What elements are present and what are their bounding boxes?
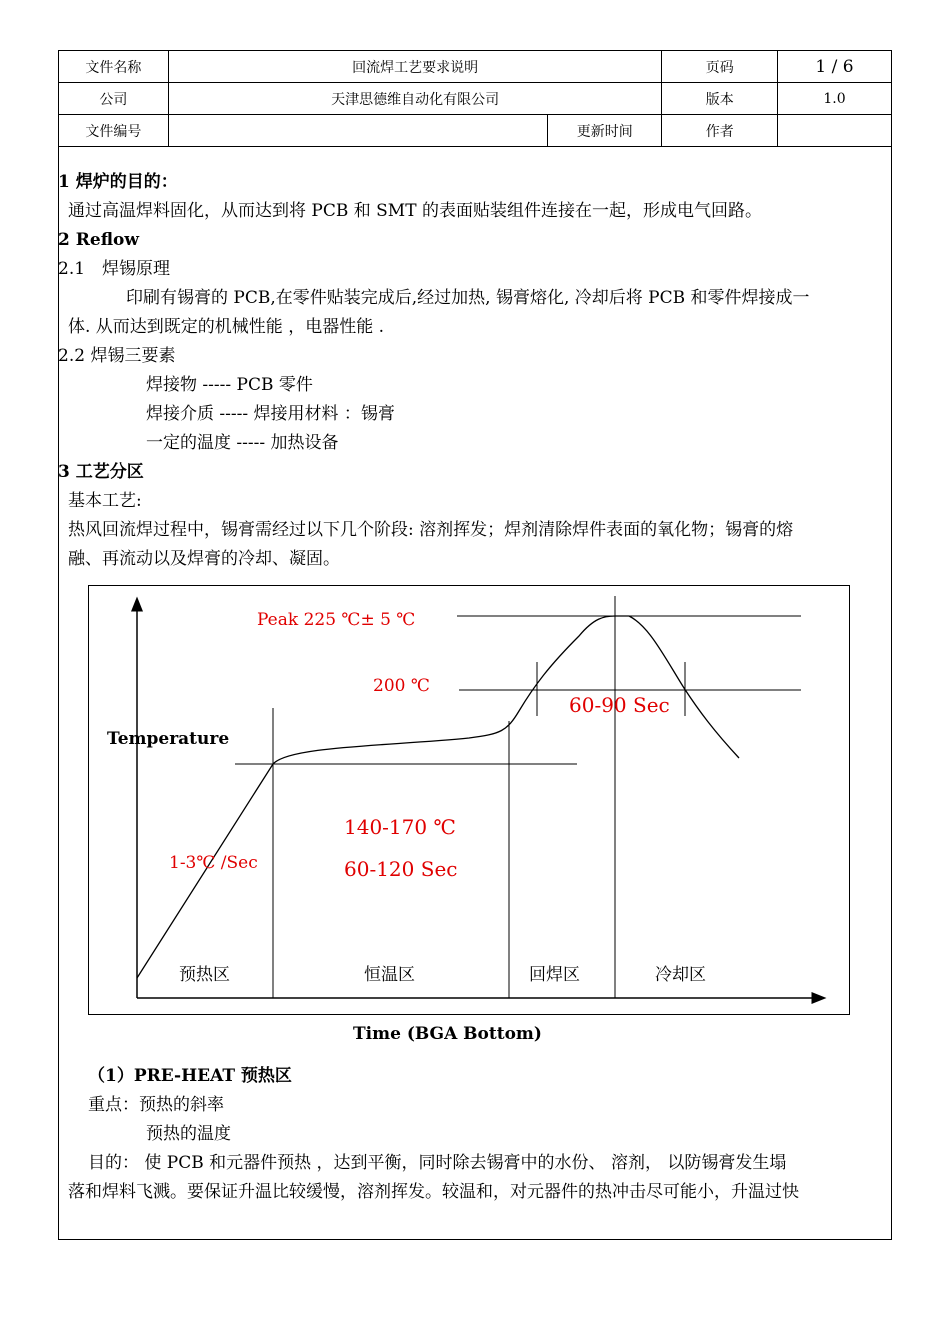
section-3-basic: 基本工艺: <box>68 491 142 511</box>
section-1-title: 1 焊炉的目的： <box>58 172 178 192</box>
peak-label: Peak 225 ℃± 5 ℃ <box>257 610 416 630</box>
zone-label-cooling: 冷却区 <box>655 965 706 985</box>
reflow-temp-label: 200 ℃ <box>373 676 430 696</box>
reflow-time-label: 60-90 Sec <box>569 693 670 717</box>
preheat-focus-2: 预热的温度 <box>146 1124 231 1144</box>
preheat-title: （1）PRE-HEAT 预热区 <box>88 1066 292 1086</box>
x-axis-label: Time (BGA Bottom) <box>353 1024 542 1044</box>
document-body <box>58 168 892 574</box>
section-2-2-item-b: 焊接介质 ----- 焊接用材料 ：锡膏 <box>146 404 395 424</box>
section-2-1-title: 2.1 焊锡原理 <box>58 259 171 279</box>
temperature-profile-curve <box>137 616 739 978</box>
zone-label-preheat: 预热区 <box>179 965 230 985</box>
section-3-title: 3 工艺分区 <box>58 462 144 482</box>
doc-no-label: 文件编号 <box>59 115 169 147</box>
soak-temp-label: 140-170 ℃ <box>344 815 456 839</box>
version-label: 版本 <box>662 83 777 115</box>
section-2-title: 2 Reflow <box>58 230 140 250</box>
preheat-line-2: 落和焊料飞溅。要保证升温比较缓慢，溶剂挥发。较温和，对元器件的热冲击尽可能小，升温过快 <box>68 1182 799 1202</box>
soak-time-label: 60-120 Sec <box>344 857 458 881</box>
section-3-line-2: 融、再流动以及焊膏的冷却、凝固。 <box>68 549 340 569</box>
ramp-label: 1-3℃ /Sec <box>169 853 258 873</box>
doc-name-value: 回流焊工艺要求说明 <box>168 51 662 83</box>
update-label: 更新时间 <box>547 115 662 147</box>
author-label: 作者 <box>662 115 777 147</box>
reflow-profile-chart <box>88 585 850 1015</box>
section-2-1-line-1: 印刷有锡膏的 PCB,在零件贴装完成后,经过加热, 锡膏熔化, 冷却后将 PCB 和零件焊接成一 <box>126 288 810 308</box>
company-label: 公司 <box>59 83 169 115</box>
section-2-2-item-a: 焊接物 ----- PCB 零件 <box>146 375 313 395</box>
section-2-2-item-c: 一定的温度 ----- 加热设备 <box>146 433 339 453</box>
page-value: 1 / 6 <box>777 51 891 83</box>
zone-label-soak: 恒温区 <box>364 965 415 985</box>
y-axis-label: Temperature <box>107 729 230 749</box>
version-value: 1.0 <box>777 83 891 115</box>
section-2-2-title: 2.2 焊锡三要素 <box>58 346 176 366</box>
zone-label-reflow: 回焊区 <box>529 965 580 985</box>
section-3-line-1: 热风回流焊过程中，锡膏需经过以下几个阶段: 溶剂挥发；焊剂清除焊件表面的氧化物；锡膏的熔 <box>68 520 794 540</box>
preheat-section <box>58 1062 892 1207</box>
doc-name-label: 文件名称 <box>59 51 169 83</box>
page-label: 页码 <box>662 51 777 83</box>
section-2-1-line-2: 体. 从而达到既定的机械性能 ，电器性能 . <box>68 317 385 337</box>
preheat-focus: 重点：预热的斜率 <box>88 1095 224 1115</box>
section-1-text: 通过高温焊料固化，从而达到将 PCB 和 SMT 的表面贴装组件连接在一起，形成电气回路。 <box>68 201 762 221</box>
preheat-line-1: 目的： 使 PCB 和元器件预热 ，达到平衡，同时除去锡膏中的水份、 溶剂， 以防锡膏发生塌 <box>88 1153 787 1173</box>
company-value: 天津思德维自动化有限公司 <box>168 83 662 115</box>
chart-svg <box>89 586 851 1016</box>
